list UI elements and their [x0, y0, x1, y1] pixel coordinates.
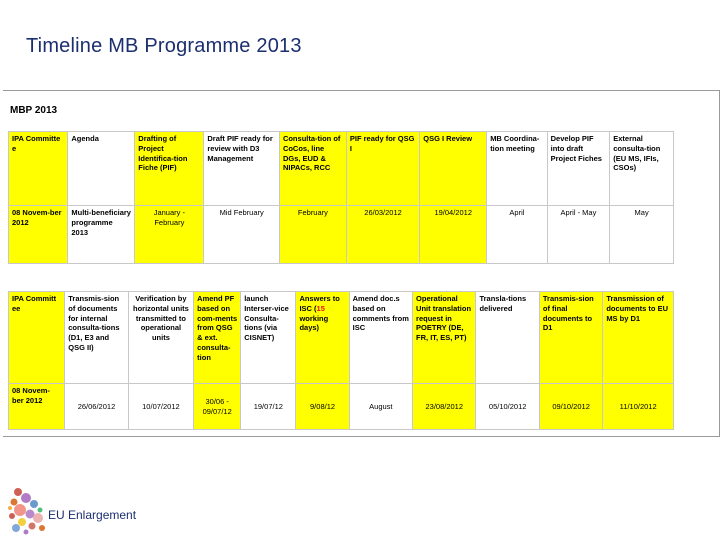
isc-days-value: 15 — [316, 303, 325, 313]
eu-enlargement-logo-text: EU Enlargement — [48, 508, 137, 522]
table-cell: Transla-tions delivered — [476, 292, 539, 384]
slide-title: Timeline MB Programme 2013 — [26, 35, 302, 57]
table-cell: QSG I Review — [420, 132, 487, 206]
table-cell: Amend PF based on com-ments from QSG & ext. consulta-tion — [194, 292, 241, 384]
table-cell: Agenda — [68, 132, 135, 206]
table-row — [9, 292, 674, 384]
table-cell: IPA Committe e — [9, 132, 68, 206]
table-cell: 23/08/2012 — [413, 384, 476, 430]
table-cell: Transmission of documents to EU MS by D1 — [603, 292, 674, 384]
table-cell: 08 Novem-ber 2012 — [9, 206, 68, 264]
table-cell: 05/10/2012 — [476, 384, 539, 430]
table-row — [9, 384, 674, 430]
table-label: MBP 2013 — [10, 105, 58, 116]
table-cell: April — [487, 206, 547, 264]
table-cell: 10/07/2012 — [128, 384, 193, 430]
table-cell: Multi-beneficiary programme 2013 — [68, 206, 135, 264]
table-cell: 26/06/2012 — [65, 384, 128, 430]
table-cell: May — [610, 206, 674, 264]
table-cell: External consulta-tion (EU MS, IFIs, CSOs) — [610, 132, 674, 206]
isc-answer-label: Answers to ISC ( — [299, 294, 340, 313]
table-cell: January - February — [135, 206, 204, 264]
table-cell: 08 Novem-ber 2012 — [9, 384, 65, 430]
table-cell: Transmis-sion of documents for internal consulta-tions (D1, E3 and QSG II) — [65, 292, 128, 384]
table-cell: Operational Unit translation request in POETRY (DE, FR, IT, ES, PT) — [413, 292, 476, 384]
table-cell — [296, 292, 349, 384]
table-cell: April - May — [547, 206, 610, 264]
isc-days-suffix: working days) — [299, 313, 329, 333]
table-cell: Drafting of Project Identifica-tion Fiche (PIF) — [135, 132, 204, 206]
table-cell: Mid February — [204, 206, 280, 264]
table-cell: February — [279, 206, 346, 264]
table-cell: Amend doc.s based on comments from ISC — [349, 292, 412, 384]
table-cell: 19/07/12 — [241, 384, 296, 430]
table-cell: launch Interser-vice Consulta-tions (via CISNET) — [241, 292, 296, 384]
table-cell: Consulta-tion of CoCos, line DGs, EUD & NIPACs, RCC — [279, 132, 346, 206]
timeline-table-1 — [8, 131, 674, 264]
table-cell: Draft PIF ready for review with D3 Management — [204, 132, 280, 206]
table-cell: MB Coordina-tion meeting — [487, 132, 547, 206]
table-cell: Develop PIF into draft Project Fiches — [547, 132, 610, 206]
table-cell: 11/10/2012 — [603, 384, 674, 430]
table-cell: 19/04/2012 — [420, 206, 487, 264]
timeline-table-2 — [8, 291, 674, 430]
table-cell: 26/03/2012 — [346, 206, 419, 264]
table-cell: 09/10/2012 — [539, 384, 602, 430]
table-row — [9, 206, 674, 264]
table-cell: Verification by horizontal units transmitted to operational units — [128, 292, 193, 384]
table-cell: IPA Committ ee — [9, 292, 65, 384]
table-cell: August — [349, 384, 412, 430]
table-row — [9, 132, 674, 206]
eu-enlargement-logo-icon — [6, 484, 48, 536]
table-cell: Transmis-sion of final documents to D1 — [539, 292, 602, 384]
table-cell: 9/08/12 — [296, 384, 349, 430]
table-cell: PIF ready for QSG I — [346, 132, 419, 206]
table-cell: 30/06 - 09/07/12 — [194, 384, 241, 430]
